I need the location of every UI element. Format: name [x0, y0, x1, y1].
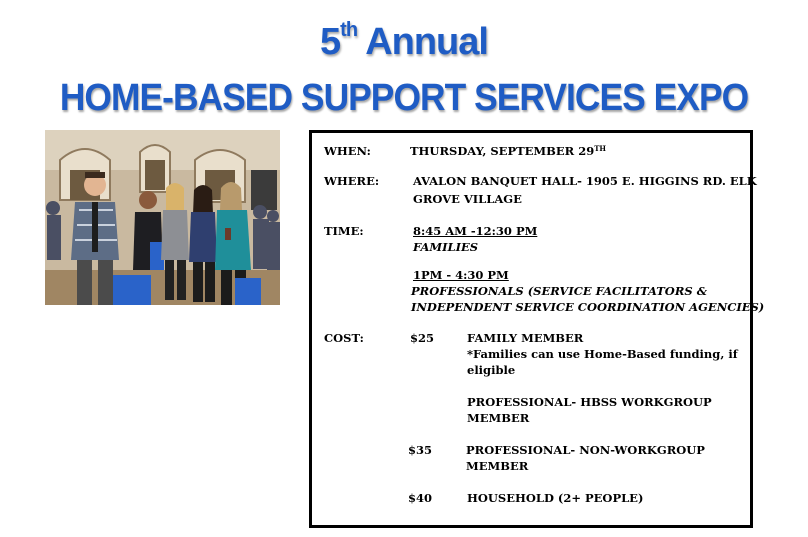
cost-nonworkgroup-label-line2: MEMBER: [466, 459, 529, 473]
where-label: WHERE:: [324, 174, 380, 188]
expo-title-line1: [0, 20, 808, 64]
time-label: TIME:: [324, 224, 364, 238]
expo-title-line2: HOME-BASED SUPPORT SERVICES EXPO: [59, 77, 749, 119]
time-slot-professionals: 1PM - 4:30 PM: [413, 268, 509, 282]
cost-nonworkgroup-label-line1: PROFESSIONAL- NON-WORKGROUP: [466, 443, 705, 457]
cost-price-nonworkgroup: $35: [408, 443, 433, 457]
when-date-suffix: TH: [594, 144, 607, 153]
where-address-line2: GROVE VILLAGE: [413, 192, 522, 206]
time-slot-professionals-audience-line1: PROFESSIONALS (SERVICE FACILITATORS &: [411, 284, 708, 298]
title-number: 5: [320, 21, 341, 63]
title-annual: Annual: [357, 21, 488, 63]
where-address-line1: AVALON BANQUET HALL- 1905 E. HIGGINS RD. ELK: [413, 174, 757, 188]
time-slot-families: 8:45 AM -12:30 PM: [413, 224, 538, 238]
when-label: WHEN:: [324, 144, 371, 158]
time-slot-professionals-audience-line2: INDEPENDENT SERVICE COORDINATION AGENCIES): [411, 300, 765, 314]
cost-hbss-label-line2: MEMBER: [467, 411, 530, 425]
event-details-box: [309, 130, 765, 528]
cost-family-note-line2: eligible: [467, 363, 516, 377]
cost-family-label: FAMILY MEMBER: [467, 331, 584, 345]
title-ordinal-suffix: th: [340, 19, 358, 41]
cost-price-family: $25: [410, 331, 435, 345]
event-photo: [45, 130, 280, 305]
cost-family-note-line1: *Families can use Home-Based funding, if: [467, 347, 738, 361]
cost-household-label: HOUSEHOLD (2+ PEOPLE): [467, 491, 644, 505]
when-value: [410, 143, 606, 159]
cost-hbss-label-line1: PROFESSIONAL- HBSS WORKGROUP: [467, 395, 712, 409]
cost-label: COST:: [324, 331, 364, 345]
event-photo-illustration: [45, 130, 280, 305]
cost-price-household: $40: [408, 491, 433, 505]
time-slot-families-audience: FAMILIES: [413, 240, 479, 254]
when-date: THURSDAY, SEPTEMBER 29: [410, 144, 595, 158]
